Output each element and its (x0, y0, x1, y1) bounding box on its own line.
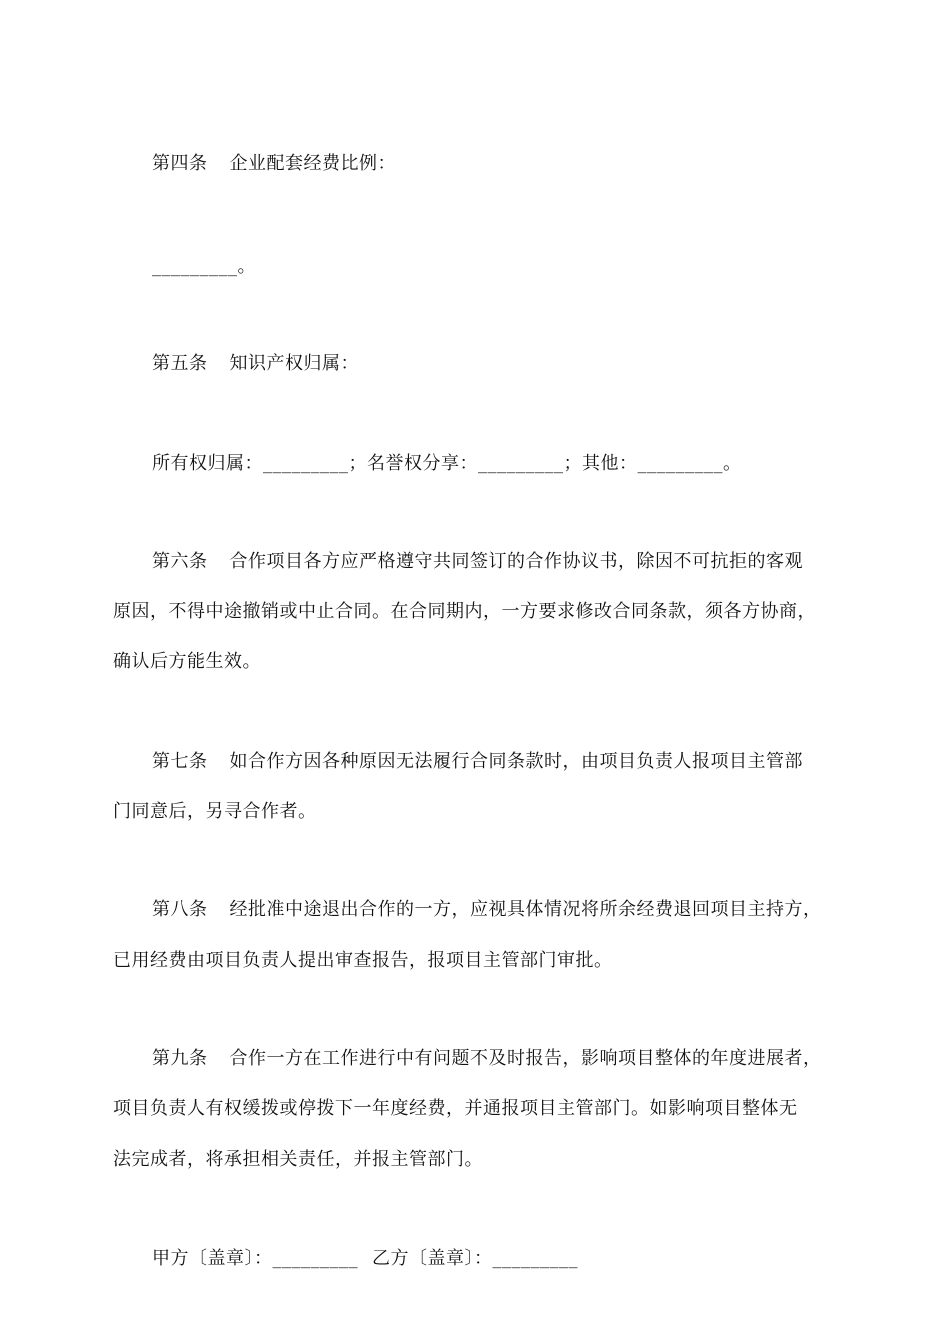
article4-heading: 第四条 (152, 153, 208, 174)
article9-line3: 法完成者，将承担相关责任，并报主管部门。 (113, 1149, 483, 1170)
party-b-signature: 乙方〔盖章〕：_________ (372, 1248, 578, 1269)
article6-line2: 原因，不得中途撤销或中止合同。在合同期内，一方要求修改合同条款，须各方协商， (113, 601, 816, 622)
article4-blank: _________。 (152, 256, 256, 277)
article8-heading: 第八条 (152, 899, 208, 920)
article8-line1 (152, 898, 822, 922)
article7-line1 (152, 750, 803, 774)
article7-line2: 门同意后，另寻合作者。 (113, 801, 317, 822)
article5-heading: 第五条 (152, 353, 208, 374)
article7-text1: 如合作方因各种原因无法履行合同条款时，由项目负责人报项目主管部 (229, 751, 803, 772)
article6-heading: 第六条 (152, 551, 208, 572)
article9-text1: 合作一方在工作进行中有问题不及时报告，影响项目整体的年度进展者， (229, 1048, 822, 1069)
article9-heading: 第九条 (152, 1048, 208, 1069)
article9-line1 (152, 1047, 822, 1071)
article7-heading: 第七条 (152, 751, 208, 772)
article6-text1: 合作项目各方应严格遵守共同签订的合作协议书，除因不可抗拒的客观 (229, 551, 803, 572)
article6-line3: 确认后方能生效。 (113, 651, 261, 672)
article6-line1 (152, 550, 803, 574)
article9-line2: 项目负责人有权缓拨或停拨下一年度经费，并通报项目主管部门。如影响项目整体无 (113, 1098, 798, 1119)
article8-line2: 已用经费由项目负责人提出审查报告，报项目主管部门审批。 (113, 950, 613, 971)
article4-heading-line (152, 152, 396, 176)
article5-detail: 所有权归属：_________；名誉权分享：_________；其他：_________。 (152, 453, 742, 474)
signature-line (152, 1247, 578, 1271)
article8-text1: 经批准中途退出合作的一方，应视具体情况将所余经费退回项目主持方， (229, 899, 822, 920)
party-a-signature: 甲方〔盖章〕：_________ (152, 1248, 358, 1269)
article5-title: 知识产权归属： (229, 353, 359, 374)
article4-title: 企业配套经费比例： (229, 153, 396, 174)
article5-heading-line (152, 352, 359, 376)
